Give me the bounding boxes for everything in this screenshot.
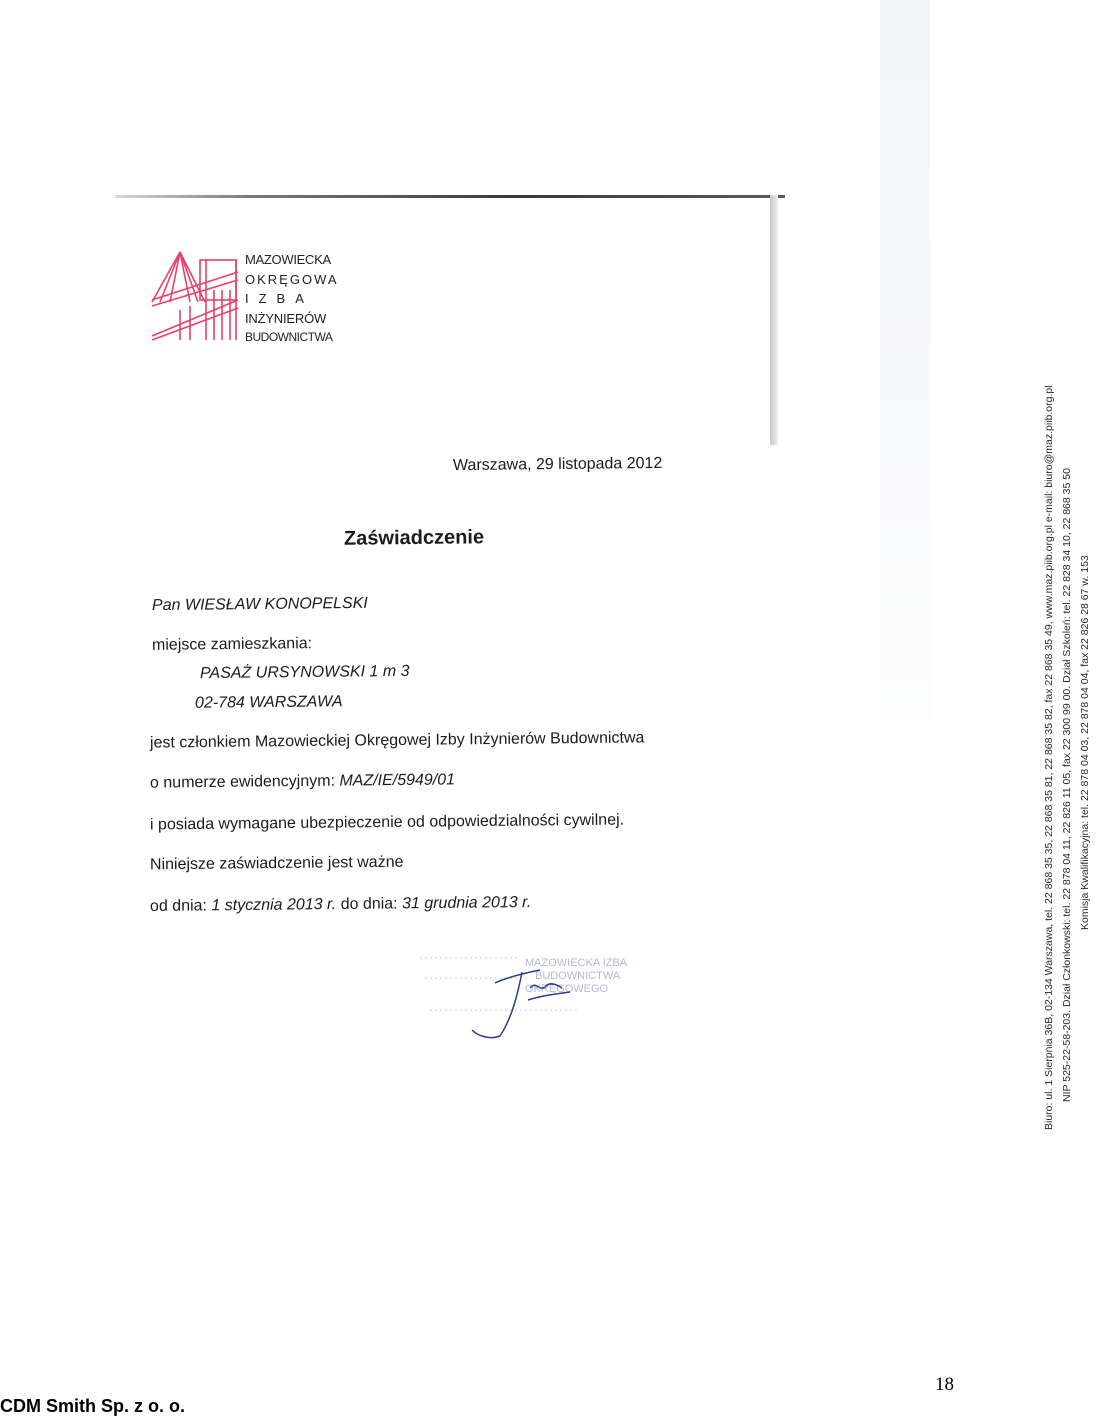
to-label: do dnia:: [340, 895, 398, 913]
validity-period: [150, 894, 531, 916]
official-stamp-signature: [410, 948, 628, 1043]
logo-line-1: MAZOWIECKA: [245, 252, 331, 267]
sidebar-line-1: Biuro: ul. 1 Sierpnia 36B, 02-134 Warszawa, tel. 22 868 35 35, 22 868 35 81, 22 868 35 82, fax 22 868 35 49, www.maz.piib.org.pl e-mail: biuro@maz.piib.org.pl: [1043, 385, 1055, 1130]
logo-line-2: OKRĘGOWA: [245, 271, 339, 287]
sidebar-line-3: Komisja Kwalifikacyjna: tel. 22 878 04 03, 22 878 04 04, fax 22 826 28 67 w. 153: [1079, 555, 1091, 930]
to-date: 31 grudnia 2013 r.: [401, 894, 532, 913]
logo-line-4: INŻYNIERÓW: [245, 310, 327, 326]
page-number: 18: [935, 1374, 954, 1395]
recipient-full-name: WIESŁAW KONOPELSKI: [184, 594, 368, 614]
membership-statement: jest członkiem Mazowieckiej Okręgowej Izby Inżynierów Budownictwa: [149, 729, 645, 752]
logo-wordmark: [245, 250, 339, 348]
scan-shadow: [880, 0, 930, 720]
stamp-line-2: BUDOWNICTWA: [535, 970, 621, 982]
from-date: 1 stycznia 2013 r.: [211, 896, 337, 915]
contact-sidebar: [1040, 250, 1100, 1130]
bridge-logo-icon: [150, 250, 240, 342]
registry-number: MAZ/IE/5949/01: [339, 771, 456, 790]
registry-statement: [150, 771, 455, 792]
registry-label: o numerze ewidencyjnym:: [149, 772, 336, 792]
logo-line-5: BUDOWNICTWA: [245, 330, 333, 344]
scan-edge-top: [115, 195, 785, 198]
sidebar-line-2: NIP 525-22-58-203. Dział Członkowski: tel. 22 878 04 11, 22 826 11 05, fax 22 300 99 00. Dział Szkoleń: tel. 22 828 34 10, 22 868 35 50: [1061, 468, 1073, 1102]
stamp-line-1: MAZOWIECKA IZBA: [525, 957, 628, 969]
stamp-line-3: OKRĘGOWEGO: [525, 983, 609, 995]
validity-statement: Niniejsze zaświadczenie jest ważne: [149, 853, 404, 874]
letter-date: Warszawa, 29 listopada 2012: [452, 454, 663, 475]
logo-line-3: IZBA: [245, 291, 314, 306]
address-label: miejsce zamieszkania:: [151, 635, 313, 654]
address-line-1: PASAŻ URSYNOWSKI 1 m 3: [199, 662, 410, 683]
document-title: Zaświadczenie: [343, 526, 485, 550]
recipient-name: [152, 595, 368, 615]
from-label: od dnia:: [149, 897, 208, 915]
scan-edge-right: [770, 195, 778, 445]
recipient-prefix: Pan: [151, 596, 181, 615]
footer-company-name: CDM Smith Sp. z o. o.: [0, 1396, 185, 1416]
insurance-statement: i posiada wymagane ubezpieczenie od odpowiedzialności cywilnej.: [149, 811, 625, 834]
address-line-2: 02-784 WARSZAWA: [194, 693, 343, 712]
